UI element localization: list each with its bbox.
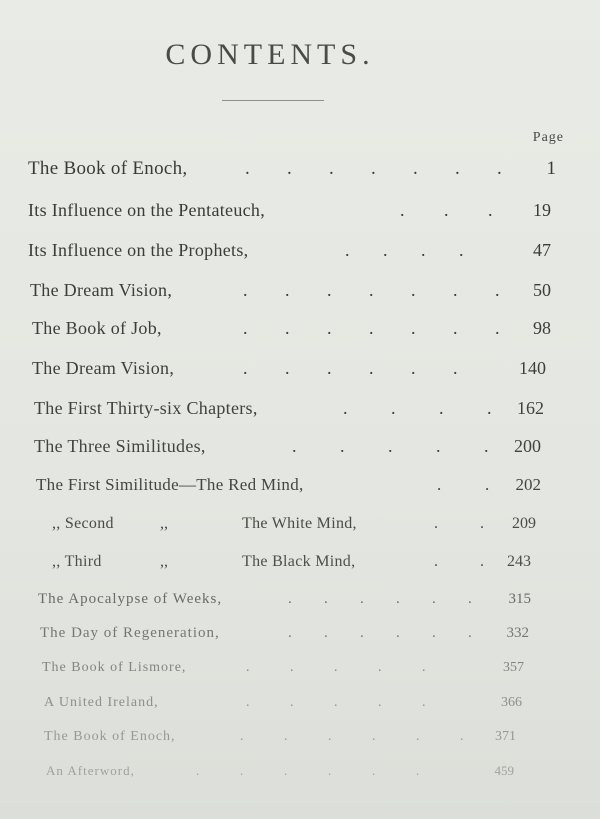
leader-dot: . <box>416 763 420 778</box>
leader-dot: . <box>432 625 436 641</box>
leader-dot: . <box>329 158 334 179</box>
leader-dot: . <box>243 318 248 338</box>
entry-page-number: 50 <box>533 280 551 300</box>
leader-dot: . <box>369 318 374 338</box>
entry-title: The Apocalypse of Weeks, <box>38 591 223 607</box>
entry-page-number: 162 <box>517 398 544 418</box>
leader-dot: . <box>434 515 438 532</box>
entry-title: The Dream Vision, <box>32 358 175 378</box>
leader-dot: . <box>288 625 292 641</box>
leader-dot: . <box>378 660 382 675</box>
leader-dot: . <box>343 398 348 418</box>
leader-dot: . <box>285 280 290 300</box>
leader-dot: . <box>360 591 364 607</box>
entry-title: The Book of Job, <box>32 318 162 338</box>
leader-dot: . <box>437 475 442 494</box>
entry-title: The Dream Vision, <box>30 280 173 300</box>
leader-dot: . <box>287 158 292 179</box>
leader-dot: . <box>288 591 292 607</box>
leader-dot: . <box>455 158 460 179</box>
ditto-mark: ,, <box>160 553 168 570</box>
leader-dot: . <box>436 436 441 456</box>
leader-dot: . <box>378 695 382 710</box>
leader-dot: . <box>243 358 248 378</box>
leader-dot: . <box>495 280 500 300</box>
leader-dot: . <box>324 591 328 607</box>
entry-subtitle: The White Mind, <box>242 515 357 532</box>
leader-dot: . <box>246 660 250 675</box>
leader-dot: . <box>327 280 332 300</box>
leader-dot: . <box>444 200 449 220</box>
leader-dot: . <box>495 318 500 338</box>
leader-dot: . <box>328 763 332 778</box>
leader-dot: . <box>388 436 393 456</box>
entry-page-number: 243 <box>507 553 531 570</box>
entry-title: The Book of Enoch, <box>28 158 188 179</box>
ditto-mark: ,, <box>160 515 168 532</box>
toc-entry <box>0 722 600 752</box>
toc-entry <box>0 547 600 577</box>
leader-dot: . <box>396 591 400 607</box>
leader-dot: . <box>391 398 396 418</box>
leader-dot: . <box>480 553 484 570</box>
leader-dot: . <box>453 280 458 300</box>
leader-dot: . <box>487 398 492 418</box>
entry-title: An Afterword, <box>46 763 135 778</box>
leader-dot: . <box>345 240 350 260</box>
leader-dot: . <box>416 729 420 744</box>
leader-dot: . <box>240 729 244 744</box>
toc-entry <box>0 235 600 265</box>
entry-title: The Book of Lismore, <box>42 660 187 675</box>
toc-entry <box>0 275 600 305</box>
entry-page-number: 366 <box>501 695 522 710</box>
entry-title: The First Thirty-six Chapters, <box>34 398 258 418</box>
entry-subtitle: The Black Mind, <box>242 553 356 570</box>
leader-dot: . <box>284 729 288 744</box>
leader-dot: . <box>411 280 416 300</box>
entry-page-number: 47 <box>533 240 551 260</box>
entry-title: ,, Third <box>52 553 102 570</box>
toc-entry <box>0 618 600 648</box>
leader-dot: . <box>328 729 332 744</box>
leader-dot: . <box>290 695 294 710</box>
leader-dot: . <box>484 436 489 456</box>
toc-entry <box>0 756 600 786</box>
leader-dot: . <box>480 515 484 532</box>
entry-page-number: 459 <box>494 763 514 778</box>
entry-page-number: 315 <box>508 591 531 607</box>
entry-title: The Day of Regeneration, <box>40 625 220 641</box>
leader-dot: . <box>453 318 458 338</box>
entry-page-number: 98 <box>533 318 551 338</box>
entry-title: The First Similitude—The Red Mind, <box>36 475 304 494</box>
leader-dot: . <box>245 158 250 179</box>
entry-title: Its Influence on the Prophets, <box>28 240 249 260</box>
leader-dot: . <box>422 695 426 710</box>
leader-dot: . <box>453 358 458 378</box>
leader-dot: . <box>246 695 250 710</box>
leader-dot: . <box>497 158 502 179</box>
toc-entry <box>0 470 600 500</box>
entry-title: ,, Second <box>52 515 114 532</box>
page-column-header: Page <box>532 130 564 145</box>
leader-dot: . <box>400 200 405 220</box>
leader-dot: . <box>324 625 328 641</box>
toc-entry <box>0 313 600 343</box>
toc-entry <box>0 393 600 423</box>
leader-dot: . <box>383 240 388 260</box>
leader-dot: . <box>360 625 364 641</box>
entry-page-number: 357 <box>503 660 524 675</box>
leader-dot: . <box>372 729 376 744</box>
leader-dot: . <box>371 158 376 179</box>
leader-dot: . <box>488 200 493 220</box>
leader-dot: . <box>434 553 438 570</box>
toc-entry <box>0 653 600 683</box>
entry-page-number: 140 <box>519 358 546 378</box>
leader-dot: . <box>334 660 338 675</box>
leader-dot: . <box>285 318 290 338</box>
leader-dot: . <box>369 358 374 378</box>
entry-page-number: 371 <box>495 729 516 744</box>
entry-page-number: 332 <box>506 625 529 641</box>
leader-dot: . <box>340 436 345 456</box>
entry-title: The Three Similitudes, <box>34 436 206 456</box>
leader-dot: . <box>460 729 464 744</box>
leader-dot: . <box>421 240 426 260</box>
toc-entry <box>0 688 600 718</box>
toc-entry <box>0 431 600 461</box>
leader-dot: . <box>240 763 244 778</box>
leader-dot: . <box>468 625 472 641</box>
entry-page-number: 202 <box>515 475 541 494</box>
leader-dot: . <box>413 158 418 179</box>
leader-dot: . <box>485 475 490 494</box>
toc-entry <box>0 509 600 539</box>
leader-dot: . <box>243 280 248 300</box>
leader-dot: . <box>396 625 400 641</box>
leader-dot: . <box>334 695 338 710</box>
leader-dot: . <box>284 763 288 778</box>
toc-entry <box>0 584 600 614</box>
entry-title: The Book of Enoch, <box>44 729 176 744</box>
page-title: CONTENTS. <box>165 38 375 71</box>
entry-title: A United Ireland, <box>44 695 159 710</box>
leader-dot: . <box>422 660 426 675</box>
leader-dot: . <box>439 398 444 418</box>
leader-dot: . <box>432 591 436 607</box>
leader-dot: . <box>285 358 290 378</box>
leader-dot: . <box>459 240 464 260</box>
leader-dot: . <box>411 358 416 378</box>
leader-dot: . <box>196 763 200 778</box>
leader-dot: . <box>369 280 374 300</box>
toc-entry <box>0 154 600 184</box>
leader-dot: . <box>292 436 297 456</box>
entry-page-number: 19 <box>533 200 551 220</box>
leader-dot: . <box>468 591 472 607</box>
leader-dot: . <box>290 660 294 675</box>
toc-entry <box>0 353 600 383</box>
leader-dot: . <box>327 318 332 338</box>
leader-dot: . <box>327 358 332 378</box>
leader-dot: . <box>372 763 376 778</box>
entry-page-number: 200 <box>514 436 541 456</box>
entry-page-number: 209 <box>512 515 536 532</box>
entry-title: Its Influence on the Pentateuch, <box>28 200 266 220</box>
leader-dot: . <box>411 318 416 338</box>
toc-entry <box>0 195 600 225</box>
entry-page-number: 1 <box>546 158 556 179</box>
